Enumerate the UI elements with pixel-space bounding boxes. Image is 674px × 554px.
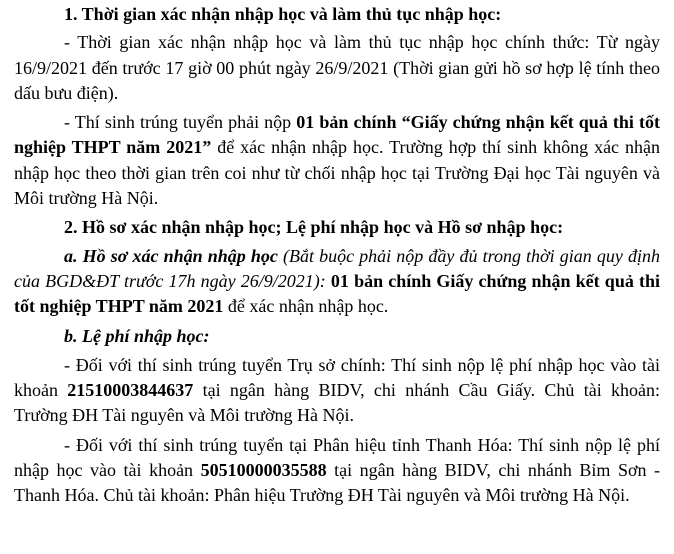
text-run: tại ngân hàng BIDV, chi nhánh Cầu Giấy. Chủ tài khoản: Trường ĐH Tài nguyên và Môi trường Hà Nội.: [14, 380, 660, 426]
section-1-heading: 1. Thời gian xác nhận nhập học và làm thủ tục nhập học:: [64, 4, 502, 24]
bold-run: 01 bản chính “Giấy chứng nhận kết quả thi tốt nghiệp THPT năm 2021”: [14, 112, 660, 158]
subsection-b-label: b. Lệ phí nhập học:: [64, 325, 210, 346]
text-run: để xác nhận nhập học.: [223, 296, 389, 317]
account-number-branch: 50510000035588: [200, 460, 327, 481]
text-run: để xác nhận nhập học. Trường hợp thí sinh không xác nhận nhập học theo thời gian trên coi như từ chối nhập học tại Trường Đại học Tài nguyên và Môi trường Hà Nội.: [14, 137, 660, 209]
section-2a-paragraph: [14, 244, 660, 320]
text-run: - Đối với thí sinh trúng tuyển Trụ sở chính: Thí sinh nộp lệ phí nhập học vào tài khoản: [14, 354, 660, 401]
text-run: - Đối với thí sinh trúng tuyển tại Phân hiệu tỉnh Thanh Hóa: Thí sinh nộp lệ phí nhập học vào tài khoản: [14, 434, 660, 481]
bold-run: 01 bản chính Giấy chứng nhận kết quả thi tốt nghiệp THPT năm 2021: [14, 270, 660, 317]
subsection-a-label: a. Hồ sơ xác nhận nhập học: [64, 245, 278, 266]
section-2b-paragraph-2: [14, 433, 660, 509]
section-2-heading: 2. Hồ sơ xác nhận nhập học; Lệ phí nhập học và Hồ sơ nhập học:: [64, 217, 564, 238]
section-1-paragraph-2: [14, 110, 660, 211]
subsection-b-label-line: [14, 324, 660, 349]
account-number-main: 21510003844637: [67, 380, 194, 401]
section-1-paragraph-1: - Thời gian xác nhận nhập học và làm thủ tục nhập học chính thức: Từ ngày 16/9/2021 đến trước 17 giờ 00 phút ngày 26/9/2021 (Thời gian gửi hồ sơ hợp lệ tính theo dấu bưu điện).: [14, 32, 660, 103]
text-run: tại ngân hàng BIDV, chi nhánh Bỉm Sơn - Thanh Hóa. Chủ tài khoản: Phân hiệu Trường ĐH Tài nguyên và Môi trường Hà Nội.: [14, 460, 660, 506]
italic-run: (Bắt buộc phải nộp đầy đủ trong thời gian quy định của BGD&ĐT trước 17h ngày 26/9/2021):: [14, 245, 660, 291]
text-run: - Thí sinh trúng tuyển phải nộp: [64, 112, 297, 133]
section-2b-paragraph-1: [14, 353, 660, 429]
